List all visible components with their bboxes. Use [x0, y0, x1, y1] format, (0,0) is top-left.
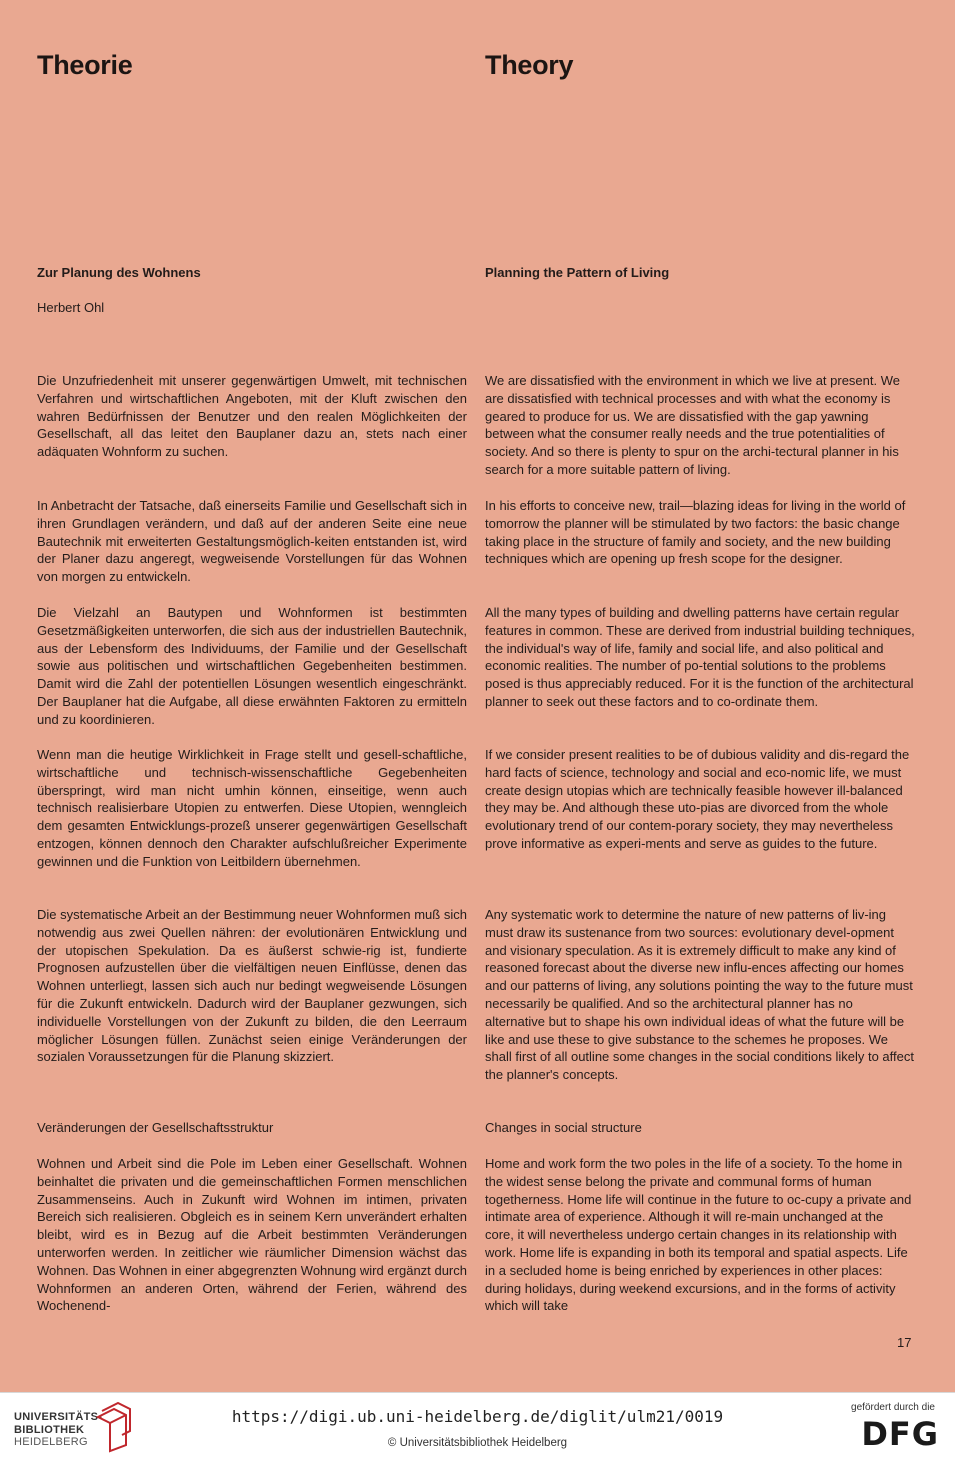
german-paragraph: In Anbetracht der Tatsache, daß einerseits Familie und Gesellschaft sich in ihren Grundlagen verändern, und daß auf der anderen Seite eine neue Bautechnik mit erweiterten Gestaltungsmöglich-keiten entstanden ist, wird der Planer dazu angeregt, wegweisende Vorstellungen für das Wohnen von morgen zu entwickeln.	[37, 498, 467, 585]
library-name-line: BIBLIOTHEK	[14, 1423, 85, 1436]
english-subtitle: Planning the Pattern of Living	[485, 265, 670, 280]
english-paragraph: Home and work form the two poles in the life of a society. To the home in the widest sense belong the private and communal forms of human togetherness. Home life will continue in the future to oc-cupy a private and intimate area of experience. Although it will re-main unchanged at the core, it will nevertheless undergo certain changes in its relationship with work. Home life is expanding in both its temporal and spatial aspects. Life in a secluded home is being enriched by experiences in other places: during holidays, during weekend excursions, and in the forms of activity which will take	[485, 1156, 912, 1314]
author-name: Herbert Ohl	[37, 300, 105, 315]
english-paragraph: Any systematic work to determine the nature of new patterns of liv-ing must draw its sustenance from two sources: evolutionary devel-opment and visionary speculation. As it is extremely difficult to make any kind of reasoned forecast about the diverse new influ-ences affecting our homes and our patterns of living, any solutions pointing the way to the future must necessarily be qualified. And so the architectural planner has no alternative but to shape his own individual ideas of what the future will be like and use these to give substance to the schemes he proposes. We shall first of all outline some changes in the social conditions likely to affect the planner's concepts.	[485, 907, 914, 1083]
english-paragraph: We are dissatisfied with the environment in which we live at present. We are dissatisfied with technical processes and with what the economy is geared to produce for us. We are dissatisfied with the gap yawning between what the consumer really needs and the true potentialities of society. And so there is plenty to spur on the archi-tectural planner in his search for a more suitable pattern of living.	[485, 373, 900, 477]
funding-caption: gefördert durch die	[851, 1402, 935, 1413]
german-heading: Theorie	[37, 50, 133, 80]
library-name-line: UNIVERSITÄTS-	[14, 1411, 103, 1423]
page-number: 17	[897, 1335, 912, 1350]
german-subtitle: Zur Planung des Wohnens	[37, 265, 201, 280]
german-paragraph: Die Unzufriedenheit mit unserer gegenwärtigen Umwelt, mit technischen Verfahren und wirtschaftlichen Angeboten, mit der Kluft zwischen den wahren Bedürfnissen der Benutzer und den realen Möglichkeiten der Gesellschaft, all das leitet den Bauplaner dazu an, stets nach einer adäquaten Wohnform zu suchen.	[37, 373, 467, 460]
german-section-heading: Veränderungen der Gesellschaftsstruktur	[37, 1120, 274, 1135]
german-paragraph: Die systematische Arbeit an der Bestimmung neuer Wohnformen muß sich notwendig aus zwei Quellen nähren: der evolutionären Entwicklung und der utopischen Spekulation. Da es äußerst schwie-rig ist, fundierte Prognosen aufzustellen über die vielfältigen neuen Einflüsse, denen das Wohnen unterliegt, lassen sich auch nur bedingt wegweisende Lösungen für die Zukunft entwickeln. Dadurch wird der Bauplaner gezwungen, sich individuelle Vorstellungen von der Zukunft zu bilden, die den Leerraum möglicher Lösungen füllen. Zunächst seien einige Veränderungen der sozialen Voraussetzungen für die Planung skizziert.	[37, 907, 467, 1065]
english-paragraph: If we consider present realities to be of dubious validity and dis-regard the hard facts of science, technology and social and eco-nomic life, we must create design utopias which are technically feasible however ill-balanced they may be. And although these uto-pias are divorced from the whole evolutionary trend of our contem-porary society, they may nevertheless prove informative as experi-ments and serve as guides to the future.	[485, 747, 910, 851]
dfg-logo: DFG	[861, 1415, 939, 1453]
english-paragraph: In his efforts to conceive new, trail—blazing ideas for living in the world of tomorrow the planner will be stimulated by two factors: the basic change taking place in the structure of family and society, and the new building techniques which are opening up fresh scope for the designer.	[485, 498, 906, 567]
english-heading: Theory	[485, 50, 574, 80]
copyright-notice: © Universitätsbibliothek Heidelberg	[387, 1437, 568, 1449]
german-paragraph: Die Vielzahl an Bautypen und Wohnformen ist bestimmten Gesetzmäßigkeiten unterworfen, die sich aus der industriellen Bautechnik, aus der Lebensform des Individuums, der Familie und der Gesellschaft sowie aus politischen und wirtschaftlichen Gegebenheiten bestimmen. Damit wird die Zahl der potentiellen Lösungen wesentlich eingeschränkt. Der Bauplaner hat die Aufgabe, all diese erwähnten Faktoren zu ermitteln und zu koordinieren.	[37, 605, 467, 727]
english-paragraph: All the many types of building and dwelling patterns have certain regular features in common. These are derived from industrial building techniques, the individual's way of life, family and social life, and also political and economic realities. The number of po-tential solutions to the problems posed is thus appreciably reduced. For it is the function of the architectural planner to seek out these factors and to co-ordinate them.	[485, 605, 915, 709]
footer-bar	[0, 1392, 955, 1462]
document-url-link[interactable]: https://digi.ub.uni-heidelberg.de/diglit/ulm21/0019	[231, 1407, 724, 1426]
library-name-line: HEIDELBERG	[14, 1436, 88, 1448]
german-paragraph: Wohnen und Arbeit sind die Pole im Leben einer Gesellschaft. Wohnen beinhaltet die privaten und die gemeinschaftlichen Formen menschlichen Zusammenseins. Auch in Zukunft wird Wohnen im intimen, privaten Bereich sich realisieren. Obgleich es in seinem Kern unverändert erhalten bleibt, wird es in Bezug auf die Arbeit bestimmten Veränderungen unterworfen werden. In zeitlicher wie räumlicher Dimension wächst das Wohnen. Das Wohnen in einer abgegrenzten Wohnung wird ergänzt durch Wohnformen an anderen Orten, während der Ferien, während des Wochenend-	[37, 1156, 467, 1314]
german-paragraph: Wenn man die heutige Wirklichkeit in Frage stellt und gesell-schaftliche, wirtschaftliche und technisch-wissenschaftliche Gegebenheiten überspringt, wird man nicht umhin können, einseitige, wenn auch technisch realisierbare Utopien zu entwerfen. Diese Utopien, wenngleich dem gesamten Entwicklungs-prozeß unserer gegenwärtigen Gesellschaft entzogen, können dennoch den Charakter aufschlußreicher Experimente gewinnen und die Funktion von Leitbildern übernehmen.	[37, 747, 467, 869]
english-section-heading: Changes in social structure	[485, 1120, 642, 1135]
